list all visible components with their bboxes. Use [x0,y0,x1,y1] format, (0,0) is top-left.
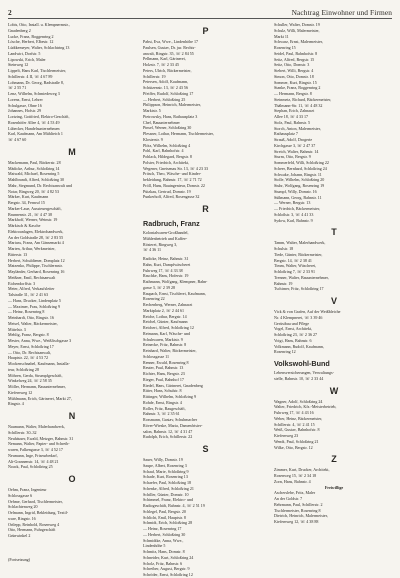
directory-entry: Karl, Kaufmann, Am Mühlteich 1 [8,131,63,137]
directory-entry: Marten, Arthur, Werkmeister, [8,246,56,251]
directory-entry: Mockenschnabel, Kaufmann, Installa- [8,361,70,366]
directory-entry: Reinhard, Walter, Bäckermeister, [143,348,197,353]
directory-entry: Rosenring 22 [143,296,165,302]
directory-entry: Mädicke, Arthur, Schloßring 14 [8,165,60,171]
directory-entry: Schillerstr. 4 II, ☏ 4 67 89 [8,73,53,79]
directory-entry: Lenz, Wilhelm, Schmiedeweg 3 [8,91,60,96]
directory-entry: Rathausplatz 7 [274,131,298,137]
directory-entry: Weiß, Gustav, Bahnhofstr. 8 [274,427,320,433]
directory-entry: Petersen, Adolf, Kaufmann, [143,79,189,85]
section-letter: N [68,411,76,421]
directory-entry: Stanke, Franz, Boggenring 2 [274,85,321,91]
section-letter: S [202,444,209,454]
directory-entry: Wagner, Adolf, Schloßring 24 [274,398,323,404]
directory-entry: Mackemann, Paul, Bäckerstr. 28 [8,159,61,165]
section-heading: Freiwillige [324,484,344,490]
directory-entry: Schloßring 23, ☏ 2 36 27 [274,332,318,337]
directory-entry: Lobis, Otto, Install. u. Klempnermstr., [8,22,70,27]
directory-entry: bekleidung, Bahnstr. 17, ☏ 2 71 72 [143,177,202,182]
directory-entry: Scheer, Bernhard, Schloßring 24 [274,165,327,171]
directory-entry: Meinhardt, Otto, Ringstr. 16 [8,315,54,320]
directory-entry: Steinmetz, Richard, Bäckermeister, [274,96,332,102]
directory-entry: Lucke, Franz, Boggenring 2 [8,33,54,39]
directory-entry: Schillerstr. 4, ☏ 2 41 15 [274,421,315,427]
directory-entry: Pfeiffer, Rudolf, Schloßring 17 [143,90,194,96]
directory-entry: Reichel, Günter, Kaufmann [143,319,188,325]
directory-entry: Schulz, Willi, Malermeister, [274,27,320,33]
directory-entry: Scholz, Fritz, Bahnstr. 6 [143,560,183,566]
directory-entry: Steinweg 12 [8,62,29,68]
firm-name: Volkswohl-Bund [274,359,330,368]
directory-entry: An der Goldstraße 28, ☏ 2 83 55 [8,234,64,240]
directory-entry: Stumpf, Willy, Domstr. 16 [274,188,317,194]
directory-entry: Reiche, Lothar, Bergstr. 14 [143,313,187,319]
directory-entry: Maiwald, Michael, Rosenring 5 [8,171,60,177]
directory-entry: Rahn, Kurt, Dampfwäscherei [143,261,191,267]
directory-entry: Schulstr. 18 [274,246,294,251]
directory-entry: Schlachtenweg 20 [8,504,38,510]
directory-entry: Mahlbrandt, Alfred, Schloßring 30 [8,177,65,182]
directory-entry: — Werner, Bergstr. 13 [274,200,311,206]
directory-entry: Raupach, Ernst, Tischlerei, Kaufmann, [143,290,206,296]
directory-entry: Bahnstr. 19 [274,280,293,286]
directory-entry: Noack, Paul, Schloßring 25 [8,464,53,470]
directory-entry: Landwirt, Dorfstr. 5 [8,50,41,56]
directory-entry: Lübecker, Handelsunternehmen [8,125,60,131]
directory-entry: Reimann, Karl, Wäsche- und [143,330,191,336]
directory-entry: Lohmann, Dr. Georg, Badstraße 8, [8,79,64,85]
directory-entry: Schreiber, August, Bergstr. 9 [143,566,190,572]
directory-entry: Allee 18, ☏ 4 33 17 [274,114,309,119]
directory-entry: — Herbert, Schloßring 30 [143,531,186,537]
directory-entry: Kirchgasse 3, ☏ 2 47 37 [274,142,316,148]
directory-entry: Pellmann, Karl, Gärtnerei, [143,56,186,62]
directory-entry: Mariuss, Franz, Am Gänsemarkt 4 [8,240,64,246]
directory-entry: Röver-Wieske, Maria, Damenfrisier- [143,422,203,428]
directory-entry: Sommer, Kurt, Ringstr. 15 [274,79,317,85]
directory-entry: Elektroanlagen, Elektrohandwerk, [8,228,64,234]
directory-entry: Schloßring 7, ☏ 2 33 91 [274,269,316,274]
directory-entry: — Herbert, Schloßring 25 [143,96,186,102]
directory-entry: Pritsch, Theo, Wäsche- und Kinder- [143,171,202,177]
directory-entry: Brunnenstr. 21, ☏ 4 47 38 [8,211,53,217]
section-letter: O [68,474,76,484]
directory-entry: Schulgasse, Ohne 16 [8,102,42,108]
directory-entry: Schimmel, Franz, Elektro- und [143,497,194,503]
directory-entry: Markt 11 [274,33,289,39]
directory-entry: Tiede, Günter, Bäckermeister, [274,251,323,257]
directory-entry: Herbert, Schuldiener, Domplatz 12 [8,257,65,263]
directory-entry: Kiefernweg 12, ☏ 4 38 88 [274,519,319,524]
directory-entry: Schillerstr. 19 [143,73,166,79]
directory-entry: Schützenstr. 13, ☏ 2 43 56 [143,85,188,90]
directory-entry: ☏ 2 55 71 [8,85,27,91]
directory-entry: — Heinz, Rosenring 17 [143,526,182,531]
directory-entry: Dietrich, Heinrich, Malermeister, [274,513,328,519]
directory-entry: Plötz, Wilhelm, Schloßring 4 [143,142,191,148]
directory-entry: Bahnstr. 3, ☏ 2 35 61 [143,411,180,417]
directory-entry: Schmidtke, Anna, Wwe., [143,537,184,543]
firm-detail-line: Kolonialwaren-Großhandel, [143,230,189,235]
column-left [8,22,136,560]
firm-name: Radbruch, Franz [143,219,200,228]
directory-entry: Radicke, Heinz, Bahnstr. 31 [143,256,189,261]
directory-entry: Eichendorffstr. 3 [8,280,36,286]
directory-entry: Peters, Ulrich, Bäckermeister, [143,67,192,73]
directory-entry: Nemann, Walter, Papier- und Schreib- [8,441,70,447]
directory-entry: Klosterstr. 9 [143,136,163,142]
directory-entry: — Friedrich, Bäckermeister, [274,206,321,211]
page-header [8,5,392,17]
directory-entry: Schlossgasse 6 [8,492,33,498]
directory-entry: Mayländer, Gerhard, Rosenring 16 [8,269,65,274]
directory-entry: Neuhäuser, Ewald, Metzger, Bahnstr. 31 [8,435,74,441]
firm-detail-line: Rösterei, Ringweg 3, [143,241,178,247]
directory-entry: Mahr, Siegmund, Dr. Rechtsanwalt und [8,182,73,188]
directory-entry: Reichert, Alfred, Schloßring 12 [143,325,194,330]
directory-entry: Möller, Hermann, Bauunternehmer, [8,384,66,389]
directory-entry: Süßmann, Georg, Bahnstr. 11 [274,194,322,200]
directory-entry: Ritter, Hans, Schulstr. 8 [143,388,182,394]
footer-note: (Fortsetzung) [8,557,31,562]
directory-entry: Sommerfeld, Willi, Schloßring 22 [274,160,329,165]
directory-entry: Rossmann, Gustav, Schuhmacher [143,417,198,422]
directory-entry: Vogel, Ernst, Architekt, [274,326,313,332]
directory-entry: Raschke, Hans, Hoferstr. 19 [143,273,189,279]
directory-entry: Schaefer, Paul, Schloßring 18 [143,480,192,485]
directory-entry: Vick & von Grafen, Auf der Weißbleiche [274,309,341,314]
directory-entry: Kiefernweg 23 [274,433,299,438]
directory-entry: Seitz, Otto, Domstr. 3 [274,62,310,68]
directory-entry: Schlicht, Emil, Hauptstr. 8 [143,514,186,520]
directory-entry: Grünwinkel 2 [8,533,31,538]
directory-entry: Weber, Heinz, Bäckermeister, [274,415,323,421]
directory-entry: Schuhwaren, Marktstr. 9 [143,336,183,342]
directory-entry: Sydow, Karl, Bahnstr. 9 [274,217,313,223]
directory-entry: ware, Ringstr. 16 [8,515,36,521]
directory-entry: Schmidt, Erich, Schloßring 28 [143,520,193,526]
directory-entry: Schaaf, Marie, Schloßring 9 [143,468,189,474]
directory-entry: Trenner, Walter, Bauunternehmer, [274,274,329,280]
directory-entry: Lipowski, Erich, Maler [8,56,46,62]
directory-entry: Matzenko, Philippe, Tischlermstr. [8,263,63,269]
directory-entry: gasse 3, ☏ 2 39 28 [143,284,176,290]
firm-detail-line: Mühlenbetrieb und Kaffee- [143,235,188,241]
directory-entry: Paulsen, Gustav, Dr. jur. Rechts- [143,44,196,50]
directory-entry: Richter, Hans, Bergstr. 23 [143,371,185,376]
directory-entry: Lippelt, Hans Karl, Tischlermeister, [8,68,67,73]
directory-entry: Bitterstr. 13 [8,251,28,257]
directory-entry: Schröder, Ernst, Schloßring 12 [143,572,193,577]
directory-entry: Zorn, Hans, Bahnstr. 4 [274,478,311,484]
directory-entry: Siebert, Willi, Bergstr. 4 [274,68,314,73]
directory-entry: Winkelweg 24, ☏ 2 58 35 [8,378,52,384]
directory-entry: Schuller, Walter, Domstr. 19 [274,22,320,27]
directory-entry: Johannes, Hofstr. 29 [8,108,42,114]
directory-entry: Rohde, Ernst, Ringstr. 4 [143,399,182,405]
directory-entry: Voigt, Hans, Bahnstr. 6 [274,337,312,343]
directory-entry: Schmitz, Hans, Domstr. 8 [143,549,185,554]
directory-entry: Pröll, Hans, Bauingenieur, Domstr. 22 [143,182,205,188]
directory-entry: Roller, Fritz, Baugeschäft, [143,405,186,411]
directory-entry: Mester, Anna, Wwe., Weißfischgasse 3 [8,338,72,343]
directory-entry: An der Goldstr. 7 [274,496,303,501]
directory-entry: Oehme, Gerhard, Tischlermeister, [8,498,63,504]
directory-entry: Mehlig, Franz, Bergstr. 8 [8,332,49,338]
directory-entry: Pietrowsky, Hans, Rathausplatz 3 [143,113,198,119]
directory-entry: Nr. 4 Klempnerei, ☏ 3 39 46 [274,314,323,320]
directory-entry: Stuhr, Wolfgang, Rosenring 19 [274,183,325,188]
directory-entry: waren, Falkengasse 3, ☏ 4 52 17 [8,447,63,452]
directory-entry: Schlegel, Paul, Bergstr. 20 [143,508,186,514]
directory-entry: Talstraße 31, ☏ 2 41 63 [8,292,49,297]
directory-entry: Volkmann, Rudolf, Kaufmann, [274,343,324,349]
directory-entry: Oehm, Franz, Ingenieur [8,487,47,492]
directory-entry: — Hans, Drucker, Lindenplatz 5 [8,297,61,303]
directory-entry: Möhren, Gerda, Strumpfgeschäft, [8,372,63,378]
directory-entry: Schwarz, Ernst, Malermeister, [274,39,323,45]
column-right [274,22,394,560]
directory-entry: Bergstr. 14, ☏ 2 38 41 [274,257,312,263]
directory-entry: Rosenring 12 [274,349,296,355]
directory-entry: Punkerhoff, Alfred, Rosengasse 32 [143,194,200,200]
running-title: Nachtrag Einwohner und Firmen [291,8,392,17]
directory-entry: Schlossgasse 11 [143,353,170,359]
directory-entry: teur, Schloßring 28 [8,366,39,372]
firm-advert [274,359,394,382]
directory-entry: Radiogeschäft, Bahnstr. 4, ☏ 2 51 19 [143,503,205,508]
directory-entry: Ascherslebe, Fritz, Maler [274,490,316,496]
directory-entry: Rittinger, Wilhelm, Schloßring 9 [143,394,196,399]
directory-entry: Wendt, Paul, Schloßring 21 [274,438,319,444]
directory-entry: Rudolph, Erich, Schillerstr. 22 [143,434,193,440]
directory-entry: Reinecke, Fritz, Bahnstr. 8 [143,342,187,348]
directory-entry: Märkisch & Kasche [8,223,41,228]
directory-entry: Holzstr. 7, ☏ 2 33 45 [143,62,179,67]
directory-entry: Strauß, Adolf, Drogerie [274,137,313,142]
directory-entry: Schillerstr. 30–32 [8,429,37,435]
directory-entry: — Heinz, Rosenring 8 [8,309,45,315]
directory-entry: Stephan, Erich, Zahnarzt [274,108,315,114]
directory-entry: ☏ 4 67 60 [8,137,27,142]
directory-entry: Seidel, Paul, Bahnhofstr. 8 [274,50,318,56]
directory-entry: Plessner, Lothar, Hermann, Tischlermeister, [143,131,214,136]
directory-entry: Ortlepp, Reinhold, Rosenweg 4 [8,521,60,527]
directory-entry: anwalt, Ringstr. 35, ☏ 2 84 55 [143,50,194,56]
directory-entry: Tamm, Walter, Malerhandwerk, [274,240,326,246]
directory-entry: Philippson, Heinrich, Malermeister, [143,102,201,108]
directory-entry: Lindenhöhe 5 [143,543,166,549]
directory-entry: Alt-Grannenstr. 14, ☏ 4 48 21 [8,458,59,464]
firm-detail-line: Lebensversicherungen, Verwaltungs- [274,370,334,375]
section-letter: P [202,26,209,36]
directory-entry: Marktstr. 5 [143,108,161,113]
directory-entry: Thälmann-Str. 11, ☏ 4 48 32 [274,102,323,108]
directory-entry: Rosenweg 15, ☏ 2 34 18 [274,473,317,478]
section-letter: T [331,227,337,238]
directory-entry: Oelmann, Ingrid, Bekleidung, Textil- [8,510,69,515]
firm-detail-line: stelle, Bahnstr. 10, ☏ 2 33 44 [274,375,324,381]
directory-entry: Polster, Friedrich, Architekt, [143,159,190,165]
directory-entry: Rosenring 15 [274,45,296,50]
directory-entry: Markhoff, Werner, Weinstr. 19 [8,217,58,223]
section-letter: V [330,296,337,306]
directory-entry: Pinsel, Werner, Schloßring 30 [143,125,192,131]
directory-entry: Naumann, Walter, Malerhandwerk, [8,424,65,429]
directory-entry: Meisel, Walter, Bäckermeister, [8,320,58,326]
directory-entry: Meier, Alfred, Verkaufsleiter [8,286,55,292]
directory-entry: Schloßstr. 3, ☏ 4 41 33 [274,211,314,217]
directory-entry: Meyer, Ernst, Schloßring 17 [8,343,54,349]
directory-entry: Stolle, Wilhelm, Schloßring 20 [274,177,325,183]
directory-entry: Walter, Friedrich, Kfz.-Meisterbetrieb, [274,404,337,410]
directory-entry: Seitz, Alfred, Bergstr. 15 [274,56,315,62]
directory-entry: Schiller, Günter, Domstr. 10 [143,491,189,497]
directory-entry: salon, Bahnstr. 12, ☏ 4 31 47 [143,428,193,434]
directory-entry: Schenke, Alfred, Schloßring 21 [143,485,194,491]
directory-entry: Rechenberg, Werner, Zahnarzt [143,302,193,307]
section-letter: M [68,146,76,157]
directory-entry: Zimmer, Kurt, Drucker, Architekt, [274,467,330,473]
directory-entry: Pohlack, Hildegard, Bergstr. 8 [143,154,192,159]
directory-entry: Hauptstr. 22, ☏ 4 53 72 [8,355,49,361]
directory-entry: Rathmann, Wolfgang, Klempner, Bahn- [143,279,208,284]
directory-entry: Pabst, Eva, Wwe., Lindenhöhe 17 [143,39,198,44]
directory-entry: Timm, Walter, Wäscherei, [274,263,317,269]
directory-entry: Reuter, Paul, Bahnstr. 13 [143,365,184,371]
directory-entry: Otto, Hermann, Fuhrgeschäft [8,527,56,533]
directory-entry: Streich, Walter, Bahnstr. 14 [274,148,319,154]
directory-entry: Neumann, Inge, Friseurbedarf, [8,452,58,458]
directory-entry: Wilke, Otto, Bergstr. 12 [274,444,313,450]
directory-entry: Fuhrweg 17, ☏ 4 43 16 [274,410,314,415]
firm-advert [143,219,268,253]
directory-entry: Rieger, Paul, Bahnhof 17 [143,376,184,382]
directory-entry: Renner, Ewald, Rosenring 8 [143,359,189,365]
directory-entry: — Otto, Dr. Rechtsanwalt, [8,349,52,355]
directory-entry: Gerüstbau und Pflege [274,320,310,326]
directory-entry: Stolz, Paul, Bahnstr. 5 [274,119,310,125]
directory-entry: Bergstr. 34, Fernruf 15 [8,200,45,205]
directory-entry: Notar, Ringweg 20, ☏ 4 82 53 [8,188,59,194]
directory-entry: Marker-Laue, Aussteuergeschäft, [8,205,62,211]
directory-entry: Schneider, Kurt, Schloßring 24 [143,554,194,560]
directory-entry: Sauer, Willy, Domstr. 19 [143,457,183,462]
page-number: 2 [8,8,12,17]
column-middle [143,22,268,577]
directory-entry: Chef, Bauunternehmer [143,119,180,125]
section-letter: W [329,385,339,396]
directory-entry: — Hermann, Bergstr. 8 [274,91,312,96]
header-rule [8,18,392,19]
directory-entry: Schade, Kurt, Rosenring 13 [143,474,188,480]
directory-entry: Riedel, Hans, Gärtnerei, Gnadenberg [143,382,203,388]
directory-entry: Rosenhöfer Allee 4, ☏ 4 53 49 [8,119,60,125]
directory-entry: Meißner, Emil, Rechtsanwalt [8,274,56,280]
directory-entry: Saupe, Albert, Rosenring 3 [143,462,187,468]
directory-entry: Mühlmann, Erich, Gärtnerei, Markt 27, [8,395,72,401]
directory-entry: Simon, Otto, Domstr. 18 [274,73,314,79]
firm-detail-line: ☏ 4 36 11 [143,247,162,253]
section-letter: R [202,204,209,214]
directory-entry: Mittelstr. 3 [8,326,26,332]
directory-entry: Ringstr. 4 [8,401,24,407]
directory-entry: Schwake, Johann, Ringstr. 11 [274,171,322,177]
directory-entry: Marktplatz 2, ☏ 2 44 61 [143,307,185,313]
directory-entry: Märker, Kurt, Kaufmann [8,194,49,200]
directory-entry: Behrmann, Paul, Schillerstr. 2 [274,501,323,507]
directory-entry: Sturm, Otto, Bergstr. 9 [274,154,311,160]
directory-entry: Lortzing, Gottfried, Elektro-Geschäft, [8,114,70,119]
directory-entry: Storch, Anton, Malermeister, [274,125,321,131]
directory-entry: Lorenz, Ernst, Lehrer [8,96,43,102]
directory-entry: Gnadenberg 2 [8,27,31,33]
directory-entry: Wegener, Gneisenau Str. 13, ☏ 4 23 33 [143,165,209,171]
directory-entry: Pützkau, Gertrud, Domstr. 19 [143,188,191,194]
directory-entry: Tschirner, Fritz, Schloßring 17 [274,286,324,292]
directory-entry: Kiefernweg 12 [8,389,33,395]
directory-entry: — Maximer, Frau, Schloßring 9 [8,303,60,309]
directory-entry: Tischlermeister, Rosenring 8 [274,507,321,513]
directory-entry: Fuhrweg 17, ☏ 4 33 38 [143,267,183,273]
section-letter: Z [331,454,337,465]
directory-entry: Pohl, Karl, Bahnhofstr. 4 [143,148,184,154]
directory-entry: Lüdtkemeyer, Walter, Schlachtring 13 [8,45,70,50]
directory-entry: Lösche, Herbert, Elbestr. 12 [8,39,54,45]
